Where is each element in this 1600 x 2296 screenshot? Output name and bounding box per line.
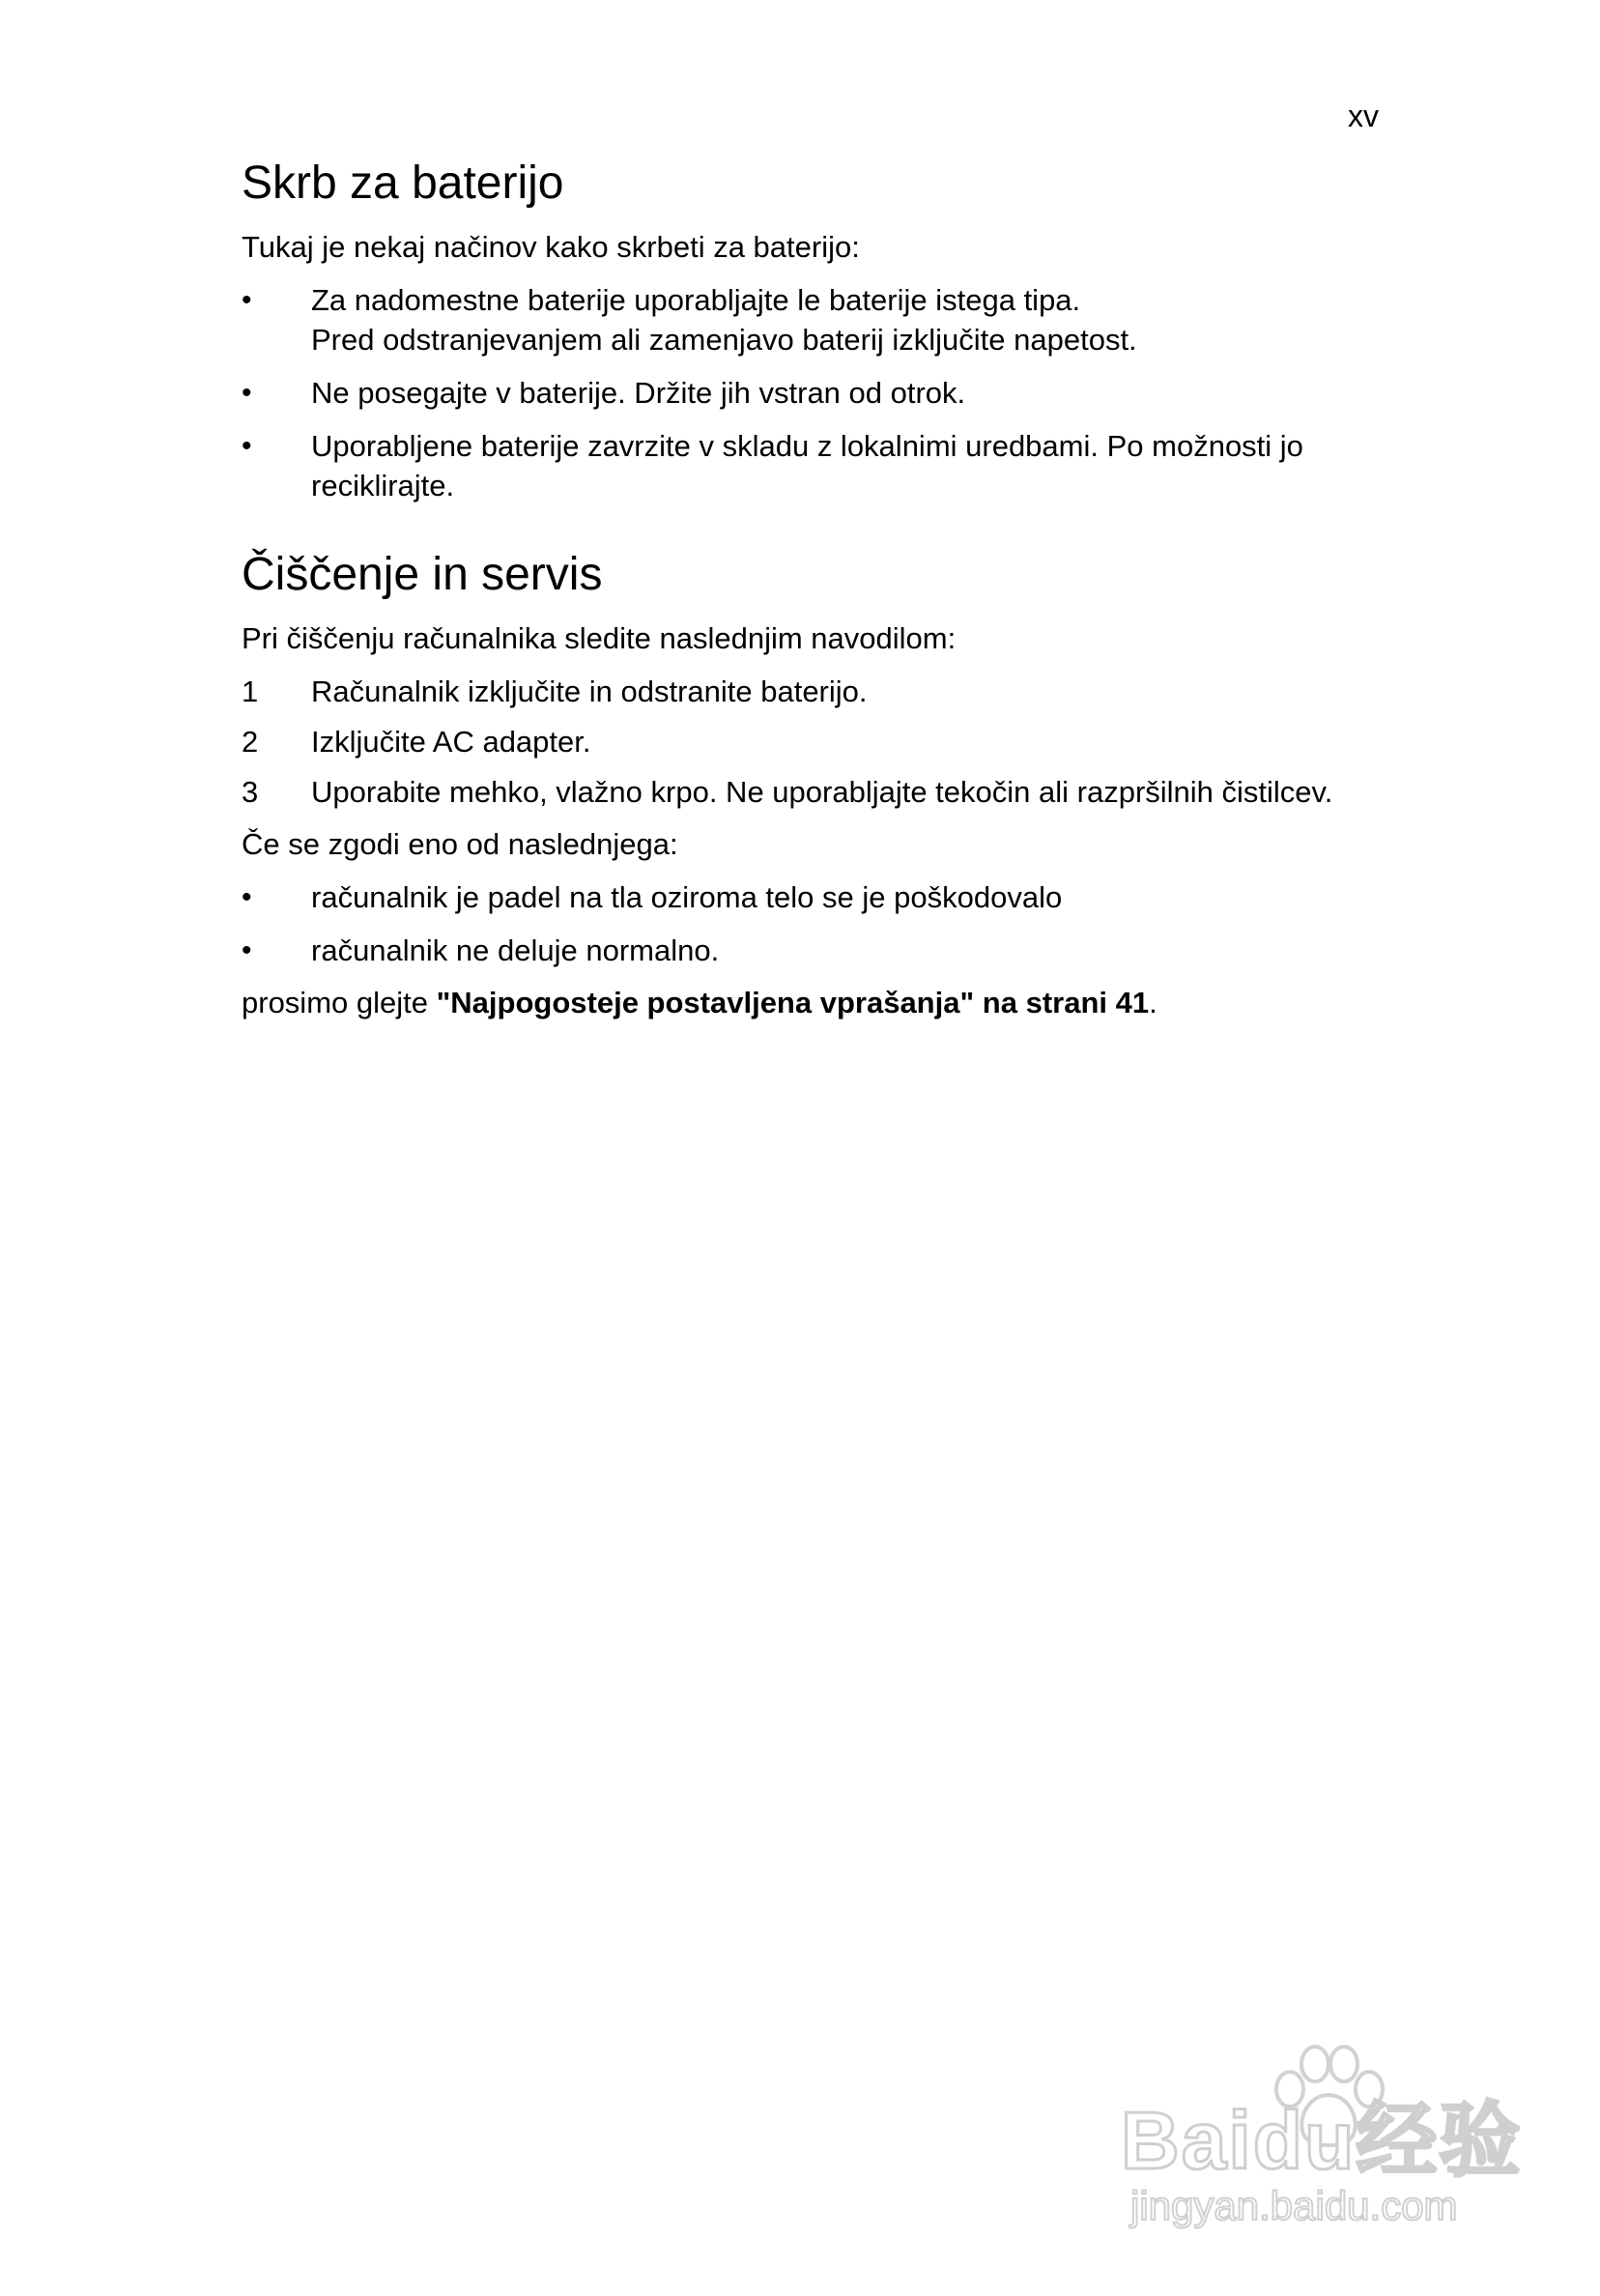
conditions-bullet-list (242, 877, 1401, 970)
step-text: Uporabite mehko, vlažno krpo. Ne uporabljajte tekočin ali razpršilnih čistilcev. (311, 775, 1333, 809)
cleaning-section-title: Čiščenje in servis (242, 549, 603, 600)
closing-paragraph (242, 984, 1401, 1022)
list-item (242, 772, 1401, 812)
battery-section-title: Skrb za baterijo (242, 158, 564, 209)
cleaning-steps-list (242, 672, 1401, 812)
closing-suffix: . (1149, 986, 1157, 1019)
bullet-icon: • (242, 430, 252, 462)
page-number: xv (1348, 99, 1379, 133)
document-body (242, 155, 1401, 1036)
bullet-icon: • (242, 377, 252, 409)
list-item (242, 931, 1401, 970)
closing-prefix: prosimo glejte (242, 986, 437, 1019)
battery-bullet-list (242, 280, 1401, 505)
bullet-text: Ne posegajte v baterije. Držite jih vstran od otrok. (311, 376, 966, 410)
condition-text: računalnik ne deluje normalno. (311, 933, 720, 967)
bullet-icon: • (242, 934, 252, 966)
bullet-icon: • (242, 881, 252, 913)
baidu-watermark (1121, 2039, 1527, 2232)
step-text: Izključite AC adapter. (311, 725, 591, 759)
faq-cross-reference[interactable]: "Najpogosteje postavljena vprašanja" na strani 41 (436, 986, 1150, 1019)
step-text: Računalnik izključite in odstranite baterijo. (311, 674, 868, 708)
bullet-text-continued: reciklirajte. (311, 469, 455, 502)
bullet-icon: • (242, 284, 252, 316)
step-number: 3 (242, 775, 259, 809)
step-number: 1 (242, 674, 259, 708)
list-item (242, 280, 1401, 359)
watermark-logo-text: Baidu经验 (1121, 2095, 1523, 2186)
list-item (242, 373, 1401, 413)
list-item (242, 877, 1401, 917)
cleaning-intro: Pri čiščenju računalnika sledite naslednjim navodilom: (242, 621, 957, 655)
condition-text: računalnik je padel na tla oziroma telo se je poškodovalo (311, 880, 1063, 914)
bullet-text: Uporabljene baterije zavrzite v skladu z lokalnimi uredbami. Po možnosti jo (311, 429, 1303, 463)
step-number: 2 (242, 725, 259, 759)
list-item (242, 672, 1401, 711)
bullet-text: Za nadomestne baterije uporabljajte le baterije istega tipa. (311, 283, 1081, 317)
list-item (242, 722, 1401, 761)
bullet-text-continued: Pred odstranjevanjem ali zamenjavo baterij izključite napetost. (311, 323, 1137, 357)
battery-intro: Tukaj je nekaj načinov kako skrbeti za baterijo: (242, 230, 860, 264)
conditions-intro: Če se zgodi eno od naslednjega: (242, 827, 678, 861)
list-item (242, 426, 1401, 505)
watermark-url-text: jingyan.baidu.com (1130, 2183, 1458, 2228)
